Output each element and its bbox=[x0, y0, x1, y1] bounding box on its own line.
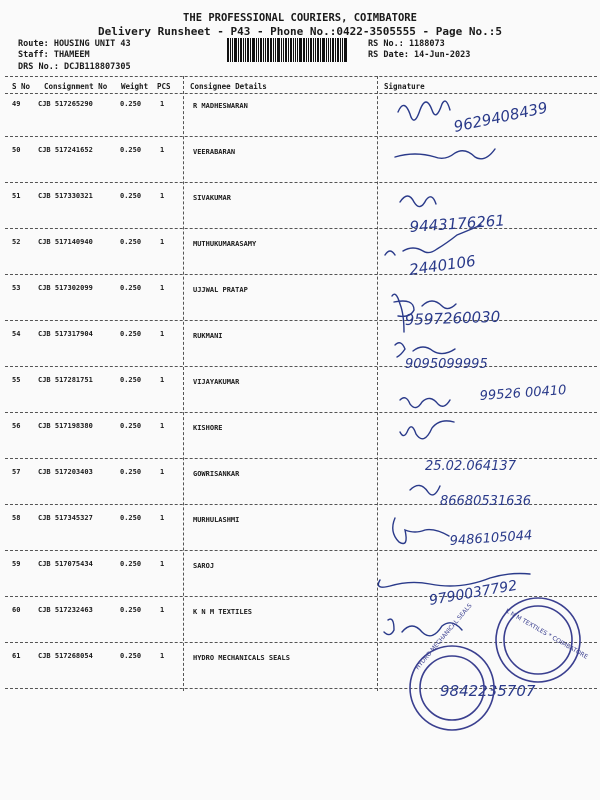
col-consignment-header: Consignment No bbox=[44, 82, 108, 91]
row-consignee: RUKMANI bbox=[193, 332, 223, 340]
row-consignment-no: CJB 517330321 bbox=[38, 192, 93, 200]
row-consignee: SAROJ bbox=[193, 562, 215, 570]
signature-phone-52: 2440106 bbox=[408, 251, 477, 279]
signature-phone-60: 9790037792 bbox=[427, 577, 519, 609]
row-consignment-no: CJB 517302099 bbox=[38, 284, 93, 292]
signature-scribble-56 bbox=[400, 421, 454, 439]
row-consignee: UJJWAL PRATAP bbox=[193, 286, 248, 294]
signature-scribble-49 bbox=[398, 101, 450, 120]
signature-scribble-54 bbox=[395, 343, 455, 357]
signature-phone-59: 9486105044 bbox=[449, 528, 533, 549]
row-pcs: 1 bbox=[160, 192, 165, 200]
route-label: Route: HOUSING UNIT 43 bbox=[18, 39, 131, 49]
row-weight: 0.250 bbox=[120, 560, 142, 568]
row-pcs: 1 bbox=[160, 238, 165, 246]
row-consignment-no: CJB 517232463 bbox=[38, 606, 93, 614]
col-pcs-header: PCS bbox=[157, 82, 171, 91]
signature-scribble-50 bbox=[395, 149, 495, 159]
row-consignment-no: CJB 517241652 bbox=[38, 146, 93, 154]
row-pcs: 1 bbox=[160, 652, 165, 660]
row-consignment-no: CJB 517317904 bbox=[38, 330, 93, 338]
rs-number: RS No.: 1188073 bbox=[368, 39, 445, 49]
row-sno: 54 bbox=[12, 330, 21, 338]
row-consignment-no: CJB 517075434 bbox=[38, 560, 93, 568]
row-consignment-no: CJB 517198380 bbox=[38, 422, 93, 430]
row-weight: 0.250 bbox=[120, 238, 142, 246]
row-sno: 49 bbox=[12, 100, 21, 108]
row-weight: 0.250 bbox=[120, 376, 142, 384]
row-sno: 51 bbox=[12, 192, 21, 200]
row-pcs: 1 bbox=[160, 146, 165, 154]
row-weight: 0.250 bbox=[120, 422, 142, 430]
staff-label: Staff: THAMEEM bbox=[18, 50, 90, 60]
stamp-hydro-text: HYDRO MECHANICAL SEALS bbox=[414, 602, 474, 672]
row-pcs: 1 bbox=[160, 560, 165, 568]
row-weight: 0.250 bbox=[120, 468, 142, 476]
row-pcs: 1 bbox=[160, 376, 165, 384]
signature-phone-58: 86680531636 bbox=[440, 494, 531, 509]
row-sno: 56 bbox=[12, 422, 21, 430]
runsheet-subtitle: Delivery Runsheet - P43 - Phone No.:0422-3505555 - Page No.:5 bbox=[98, 25, 502, 38]
row-consignment-no: CJB 517140940 bbox=[38, 238, 93, 246]
row-consignee: MURHULASHMI bbox=[193, 516, 240, 524]
row-pcs: 1 bbox=[160, 514, 165, 522]
row-weight: 0.250 bbox=[120, 606, 142, 614]
row-pcs: 1 bbox=[160, 284, 165, 292]
row-consignment-no: CJB 517268054 bbox=[38, 652, 93, 660]
row-consignment-no: CJB 517265290 bbox=[38, 100, 93, 108]
drs-number: DRS No.: DCJB118807305 bbox=[18, 62, 131, 72]
row-pcs: 1 bbox=[160, 606, 165, 614]
signature-phone-53: 9597260030 bbox=[404, 307, 501, 329]
row-consignee: R MADHESWARAN bbox=[193, 102, 248, 110]
row-consignment-no: CJB 517203403 bbox=[38, 468, 93, 476]
rs-date: RS Date: 14-Jun-2023 bbox=[368, 50, 471, 60]
row-consignee: K N M TEXTILES bbox=[193, 608, 253, 616]
row-sno: 57 bbox=[12, 468, 21, 476]
row-weight: 0.250 bbox=[120, 146, 142, 154]
row-pcs: 1 bbox=[160, 330, 165, 338]
row-weight: 0.250 bbox=[120, 284, 142, 292]
row-weight: 0.250 bbox=[120, 330, 142, 338]
row-consignment-no: CJB 517281751 bbox=[38, 376, 93, 384]
row-sno: 58 bbox=[12, 514, 21, 522]
row-weight: 0.250 bbox=[120, 514, 142, 522]
row-consignee: VIJAYAKUMAR bbox=[193, 378, 240, 386]
row-consignee: GOWRISANKAR bbox=[193, 470, 240, 478]
row-weight: 0.250 bbox=[120, 652, 142, 660]
signature-phone-57: 25.02.064137 bbox=[425, 459, 516, 474]
row-weight: 0.250 bbox=[120, 100, 142, 108]
signature-phone-54: 9095099995 bbox=[405, 357, 488, 372]
col-signature-header: Signature bbox=[384, 82, 425, 91]
row-consignee: MUTHUKUMARASAMY bbox=[193, 240, 257, 248]
row-consignee: VEERABARAN bbox=[193, 148, 236, 156]
company-title: THE PROFESSIONAL COURIERS, COIMBATORE bbox=[183, 12, 417, 24]
row-sno: 50 bbox=[12, 146, 21, 154]
row-sno: 60 bbox=[12, 606, 21, 614]
row-weight: 0.250 bbox=[120, 192, 142, 200]
signature-phone-51: 9443176261 bbox=[409, 211, 506, 236]
row-sno: 55 bbox=[12, 376, 21, 384]
row-sno: 53 bbox=[12, 284, 21, 292]
row-pcs: 1 bbox=[160, 468, 165, 476]
signature-scribble-55 bbox=[400, 398, 450, 408]
col-weight-header: Weight bbox=[121, 82, 149, 91]
row-consignee: HYDRO MECHANICALS SEALS bbox=[193, 654, 290, 662]
row-consignee: KISHORE bbox=[193, 424, 223, 432]
signature-phone-55: 99526 00410 bbox=[479, 382, 567, 404]
row-pcs: 1 bbox=[160, 422, 165, 430]
signature-scribble-51 bbox=[400, 196, 436, 207]
signature-scribble-58 bbox=[393, 518, 449, 544]
row-sno: 61 bbox=[12, 652, 21, 660]
signature-phone-49: 9629408439 bbox=[452, 98, 550, 136]
row-pcs: 1 bbox=[160, 100, 165, 108]
col-sno-header: S No bbox=[12, 82, 31, 91]
col-consignee-header: Consignee Details bbox=[190, 82, 267, 91]
signature-phone-61: 9842235707 bbox=[440, 682, 536, 700]
row-sno: 59 bbox=[12, 560, 21, 568]
stamp-knm-text: K N M TEXTILES * COIMBATORE bbox=[504, 607, 589, 661]
row-consignment-no: CJB 517345327 bbox=[38, 514, 93, 522]
row-sno: 52 bbox=[12, 238, 21, 246]
row-consignee: SIVAKUMAR bbox=[193, 194, 231, 202]
signature-scribble-57 bbox=[410, 485, 440, 494]
